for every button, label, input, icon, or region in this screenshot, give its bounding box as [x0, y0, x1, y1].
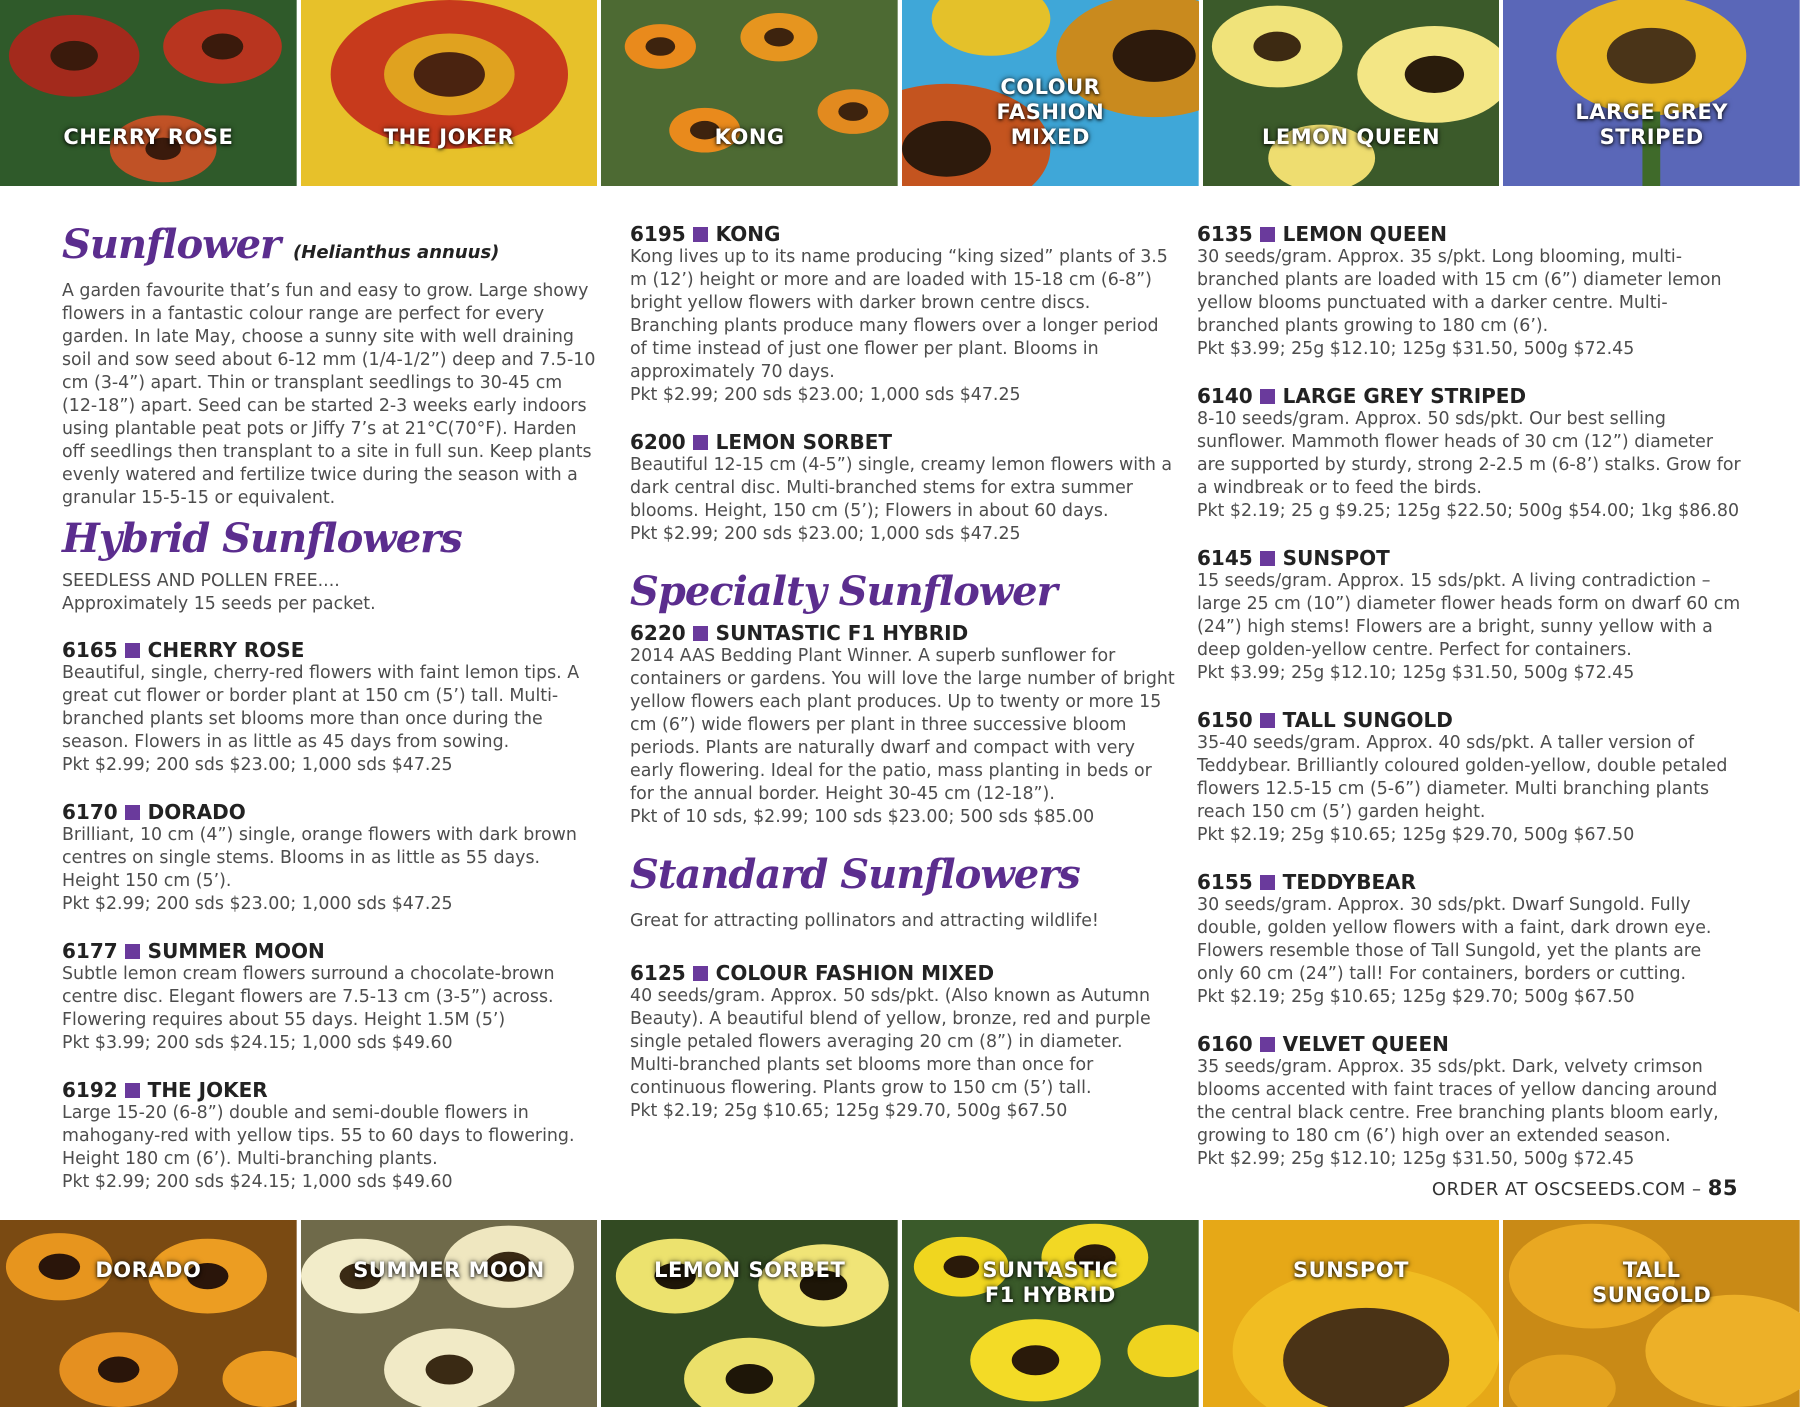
- specialty-heading: Specialty Sunflower: [630, 568, 1057, 615]
- product-description: Beautiful, single, cherry-red flowers with faint lemon tips. A great cut flower or border plant at 150 cm (5’) tall. Multi-branched plants set blooms more than once during the season. Flowers in as little as 45 days from sowing.: [62, 663, 580, 752]
- product-price: Pkt $2.99; 200 sds $23.00; 1,000 sds $47.25: [62, 755, 453, 775]
- product-price: Pkt of 10 sds, $2.99; 100 sds $23.00; 500 sds $85.00: [630, 807, 1095, 827]
- product-6220: [630, 621, 1175, 829]
- photo-caption: KONG: [714, 125, 785, 149]
- product-description: 35 seeds/gram. Approx. 35 sds/pkt. Dark, velvety crimson blooms accented with faint traces of yellow dancing around the central black centre. Free branching plants bloom early, growing to 180 cm (6’) high over an extended season.: [1197, 1057, 1719, 1146]
- product-6177: [62, 939, 602, 1055]
- product-code: 6155: [1197, 870, 1253, 894]
- page-footer: [1432, 1176, 1738, 1200]
- product-code: 6160: [1197, 1032, 1253, 1056]
- bullet-square-icon: [1260, 1037, 1275, 1052]
- product-price: Pkt $2.99; 200 sds $23.00; 1,000 sds $47.25: [630, 385, 1021, 405]
- sunflower-photo-image: [601, 0, 898, 186]
- product-6125: [630, 961, 1175, 1123]
- product-6200: [630, 430, 1175, 546]
- product-price: Pkt $3.99; 200 sds $24.15; 1,000 sds $49.60: [62, 1033, 453, 1053]
- photo-summer-moon: [301, 1220, 602, 1407]
- photo-caption: SUNSPOT: [1293, 1258, 1409, 1282]
- product-price: Pkt $2.99; 25g $12.10; 125g $31.50, 500g $72.45: [1197, 1149, 1635, 1169]
- product-price: Pkt $2.19; 25 g $9.25; 125g $22.50; 500g $54.00; 1kg $86.80: [1197, 501, 1740, 521]
- product-6195: [630, 222, 1175, 407]
- product-name: LEMON QUEEN: [1282, 222, 1447, 246]
- photo-caption: DORADO: [95, 1258, 202, 1282]
- product-6150: [1197, 708, 1742, 847]
- standard-heading: Standard Sunflowers: [630, 851, 1080, 898]
- product-name: THE JOKER: [147, 1078, 268, 1102]
- product-6192: [62, 1078, 602, 1194]
- photo-the-joker: [301, 0, 602, 186]
- product-code: 6195: [630, 222, 686, 246]
- product-description: 8-10 seeds/gram. Approx. 50 sds/pkt. Our best selling sunflower. Mammoth flower heads of 30 cm (12”) diameter are supported by sturdy, strong 2-2.5 m (6-8’) stalks. Grow for a windbreak or to feed the birds.: [1197, 409, 1741, 498]
- product-name: CHERRY ROSE: [147, 638, 305, 662]
- sunflower-photo-image: [1203, 0, 1500, 186]
- photo-caption: THE JOKER: [383, 125, 515, 149]
- product-description: Kong lives up to its name producing “king sized” plants of 3.5 m (12’) height or more and are loaded with 15-18 cm (6-8”) bright yellow flowers with darker brown centre discs. Branching plants produce many flowers over a longer period of time instead of just one flower per plant. Blooms in approximately 70 days.: [630, 247, 1168, 382]
- standard-subtitle: Great for attracting pollinators and attracting wildlife!: [630, 911, 1099, 931]
- product-name: KONG: [715, 222, 781, 246]
- product-description: 30 seeds/gram. Approx. 30 sds/pkt. Dwarf Sungold. Fully double, golden yellow flowers with a faint, dark drown eye. Flowers resemble those of Tall Sungold, yet the plants are only 60 cm (24”) tall! For containers, borders or cutting.: [1197, 895, 1712, 984]
- bullet-square-icon: [693, 966, 708, 981]
- product-description: Large 15-20 (6-8”) double and semi-double flowers in mahogany-red with yellow tips. 55 to 60 days to flowering. Height 180 cm (6’). Multi-branching plants.: [62, 1103, 575, 1169]
- photo-dorado: [0, 1220, 301, 1407]
- bullet-square-icon: [693, 626, 708, 641]
- hybrid-note-line1: SEEDLESS AND POLLEN FREE....: [62, 571, 340, 591]
- bottom-photo-strip: [0, 1220, 1800, 1407]
- bullet-square-icon: [125, 805, 140, 820]
- hybrid-note: [62, 570, 602, 616]
- product-name: TEDDYBEAR: [1282, 870, 1416, 894]
- sunflower-photo-image: [0, 0, 297, 186]
- product-price: Pkt $2.19; 25g $10.65; 125g $29.70; 500g $67.50: [1197, 987, 1635, 1007]
- photo-cherry-rose: [0, 0, 301, 186]
- footer-order-text: ORDER AT OSCSEEDS.COM –: [1431, 1179, 1702, 1200]
- product-6155: [1197, 870, 1742, 1009]
- product-6160: [1197, 1032, 1742, 1171]
- hybrid-heading: Hybrid Sunflowers: [62, 515, 462, 562]
- photo-caption: SUMMER MOON: [353, 1258, 545, 1282]
- product-name: VELVET QUEEN: [1282, 1032, 1449, 1056]
- product-price: Pkt $2.99; 200 sds $23.00; 1,000 sds $47.25: [630, 524, 1021, 544]
- product-description: 35-40 seeds/gram. Approx. 40 sds/pkt. A taller version of Teddybear. Brilliantly coloured golden-yellow, double petaled flowers 12.5-15 cm (5-6”) diameter. Multi branching plants reach 150 cm (5’) garden height.: [1197, 733, 1728, 822]
- product-name: LEMON SORBET: [715, 430, 893, 454]
- product-code: 6200: [630, 430, 686, 454]
- bullet-square-icon: [1260, 713, 1275, 728]
- product-code: 6220: [630, 621, 686, 645]
- sunflower-photo-image: [902, 1220, 1199, 1407]
- product-name: SUMMER MOON: [147, 939, 325, 963]
- column-left: [62, 222, 602, 1217]
- product-6145: [1197, 546, 1742, 685]
- product-price: Pkt $3.99; 25g $12.10; 125g $31.50, 500g $72.45: [1197, 663, 1635, 683]
- scientific-name: (Helianthus annuus): [293, 242, 500, 263]
- bullet-square-icon: [693, 227, 708, 242]
- product-code: 6177: [62, 939, 118, 963]
- product-6170: [62, 800, 602, 916]
- product-code: 6145: [1197, 546, 1253, 570]
- product-description: Subtle lemon cream flowers surround a chocolate-brown centre disc. Elegant flowers are 7.5-13 cm (3-5”) across. Flowering requires about 55 days. Height 1.5M (5’): [62, 964, 555, 1030]
- bullet-square-icon: [1260, 875, 1275, 890]
- product-price: Pkt $2.19; 25g $10.65; 125g $29.70, 500g $67.50: [630, 1101, 1068, 1121]
- sunflower-photo-image: [0, 1220, 297, 1407]
- product-code: 6170: [62, 800, 118, 824]
- product-description: 2014 AAS Bedding Plant Winner. A superb sunflower for containers or gardens. You will love the large number of bright yellow flowers each plant produces. Up to twenty or more 15 cm (6”) wide flowers per plant in three successive bloom periods. Plants are naturally dwarf and compact with very early flowering. Ideal for the patio, mass planting in beds or for the annual border. Height 30-45 cm (12-18”).: [630, 646, 1175, 804]
- photo-caption: TALL SUNGOLD: [1592, 1258, 1712, 1307]
- bullet-square-icon: [693, 435, 708, 450]
- product-description: 30 seeds/gram. Approx. 35 s/pkt. Long blooming, multi-branched plants are loaded with 15 cm (6”) diameter lemon yellow blooms punctuated with a darker centre. Multi-branched plants growing to 180 cm (6’).: [1197, 247, 1722, 336]
- photo-caption: SUNTASTIC F1 HYBRID: [982, 1258, 1119, 1307]
- photo-caption: LEMON SORBET: [654, 1258, 846, 1282]
- section-title: Sunflower: [62, 221, 281, 268]
- product-code: 6192: [62, 1078, 118, 1102]
- sunflower-photo-image: [1503, 1220, 1800, 1407]
- product-code: 6135: [1197, 222, 1253, 246]
- product-6165: [62, 638, 602, 777]
- bullet-square-icon: [125, 1083, 140, 1098]
- bullet-square-icon: [1260, 551, 1275, 566]
- photo-caption: CHERRY ROSE: [63, 125, 234, 149]
- sunflower-photo-image: [301, 0, 598, 186]
- sunflower-photo-image: [1503, 0, 1800, 186]
- product-code: 6150: [1197, 708, 1253, 732]
- column-right: [1197, 222, 1742, 1194]
- bullet-square-icon: [1260, 389, 1275, 404]
- product-description: 15 seeds/gram. Approx. 15 sds/pkt. A living contradiction – large 25 cm (10”) diameter flower heads form on dwarf 60 cm (24”) high stems! Flowers are a bright, sunny yellow with a deep golden-yellow centre. Perfect for containers.: [1197, 571, 1741, 660]
- product-code: 6125: [630, 961, 686, 985]
- photo-colour-fashion-mixed: [902, 0, 1203, 186]
- photo-caption: LEMON QUEEN: [1262, 125, 1441, 149]
- photo-large-grey-striped: [1503, 0, 1800, 186]
- product-6135: [1197, 222, 1742, 361]
- product-name: DORADO: [147, 800, 246, 824]
- product-name: SUNTASTIC F1 HYBRID: [715, 621, 969, 645]
- photo-caption: LARGE GREY STRIPED: [1575, 100, 1729, 149]
- product-price: Pkt $2.99; 200 sds $24.15; 1,000 sds $49.60: [62, 1172, 453, 1192]
- product-description: Brilliant, 10 cm (4”) single, orange flowers with dark brown centres on single stems. Blooms in as little as 55 days. Height 150 cm (5’).: [62, 825, 577, 891]
- product-code: 6140: [1197, 384, 1253, 408]
- sunflower-photo-image: [601, 1220, 898, 1407]
- product-name: TALL SUNGOLD: [1282, 708, 1453, 732]
- photo-kong: [601, 0, 902, 186]
- photo-caption: COLOUR FASHION MIXED: [996, 75, 1105, 149]
- bullet-square-icon: [125, 643, 140, 658]
- bullet-square-icon: [125, 944, 140, 959]
- photo-suntastic: [902, 1220, 1203, 1407]
- page-number: 85: [1707, 1176, 1738, 1200]
- product-price: Pkt $3.99; 25g $12.10; 125g $31.50, 500g $72.45: [1197, 339, 1635, 359]
- intro-text: A garden favourite that’s fun and easy to grow. Large showy flowers in a fantastic colour range are perfect for every garden. In late May, choose a sunny site with well draining soil and sow seed about 6-12 mm (1/4-1/2”) deep and 7.5-10 cm (3-4”) apart. Thin or transplant seedlings to 30-45 cm (12-18”) apart. Seed can be started 2-3 weeks early indoors using plantable peat pots or Jiffy 7’s at 21°C(70°F). Harden off seedlings then transplant to a site in full sun. Keep plants evenly watered and fertilize twice during the season with a granular 15-5-15 or equivalent.: [62, 281, 596, 508]
- photo-lemon-sorbet: [601, 1220, 902, 1407]
- product-description: Beautiful 12-15 cm (4-5”) single, creamy lemon flowers with a dark central disc. Multi-branched stems for extra summer blooms. Height, 150 cm (5’); Flowers in about 60 days.: [630, 455, 1173, 521]
- top-photo-strip: [0, 0, 1800, 186]
- bullet-square-icon: [1260, 227, 1275, 242]
- column-middle: [630, 222, 1175, 1146]
- product-code: 6165: [62, 638, 118, 662]
- product-name: LARGE GREY STRIPED: [1282, 384, 1527, 408]
- sunflower-heading: [62, 222, 602, 276]
- photo-lemon-queen: [1203, 0, 1504, 186]
- sunflower-photo-image: [301, 1220, 598, 1407]
- product-name: SUNSPOT: [1282, 546, 1390, 570]
- product-price: Pkt $2.99; 200 sds $23.00; 1,000 sds $47.25: [62, 894, 453, 914]
- product-6140: [1197, 384, 1742, 523]
- product-price: Pkt $2.19; 25g $10.65; 125g $29.70, 500g $67.50: [1197, 825, 1635, 845]
- sunflower-photo-image: [1203, 1220, 1500, 1407]
- photo-tall-sungold: [1503, 1220, 1800, 1407]
- photo-sunspot: [1203, 1220, 1504, 1407]
- product-description: 40 seeds/gram. Approx. 50 sds/pkt. (Also known as Autumn Beauty). A beautiful blend of yellow, bronze, red and purple single petaled flowers averaging 20 cm (8”) in diameter. Multi-branched plants set blooms more than once for continuous flowering. Plants grow to 150 cm (5’) tall.: [630, 986, 1151, 1098]
- hybrid-note-line2: Approximately 15 seeds per packet.: [62, 594, 376, 614]
- product-name: COLOUR FASHION MIXED: [715, 961, 995, 985]
